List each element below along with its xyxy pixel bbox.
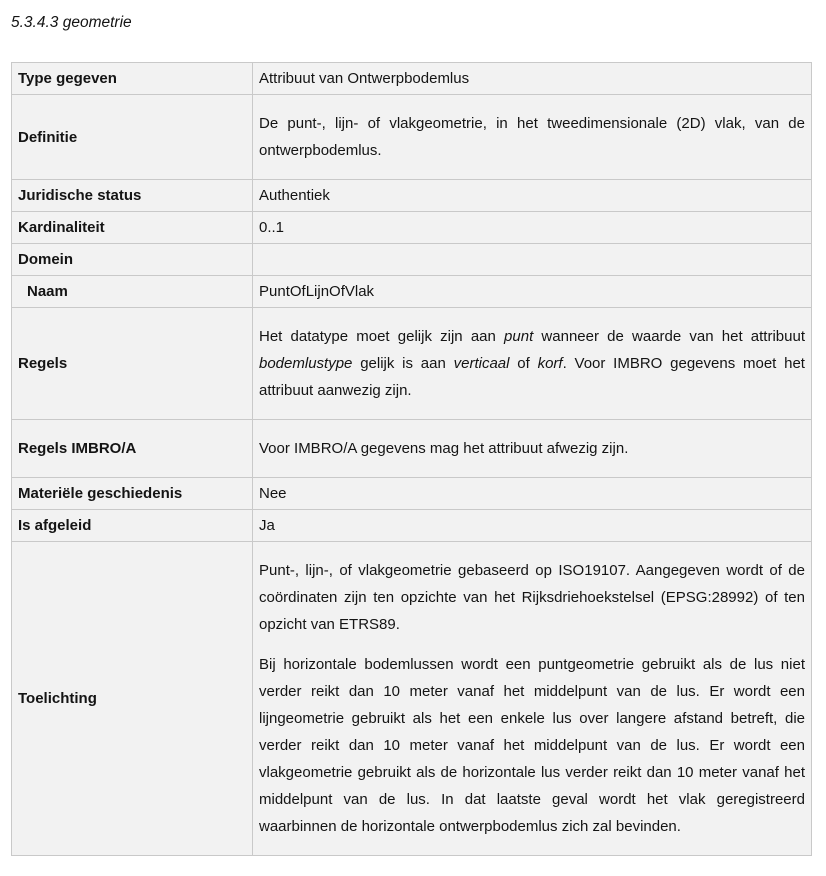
type-gegeven-value: Attribuut van Ontwerpbodemlus	[253, 63, 812, 95]
juridische-status-label: Juridische status	[12, 180, 253, 212]
materiele-geschiedenis-value: Nee	[253, 478, 812, 510]
juridische-status-value: Authentiek	[253, 180, 812, 212]
naam-value: PuntOfLijnOfVlak	[253, 276, 812, 308]
regels-value	[253, 308, 812, 420]
row-is-afgeleid	[12, 510, 812, 542]
row-domein	[12, 244, 812, 276]
row-materiele-geschiedenis	[12, 478, 812, 510]
is-afgeleid-value: Ja	[253, 510, 812, 542]
regels-imbro-a-value	[253, 420, 812, 478]
toelichting-value	[253, 542, 812, 856]
kardinaliteit-label: Kardinaliteit	[12, 212, 253, 244]
toelichting-label: Toelichting	[12, 542, 253, 856]
toelichting-paragraph-1: Punt-, lijn-, of vlakgeometrie gebaseerd op ISO19107. Aangegeven wordt of de coördinaten zijn ten opzichte van het Rijksdriehoekstelsel (EPSG:28992) of ten opzicht van ETRS89.	[259, 562, 805, 633]
row-definitie	[12, 95, 812, 180]
regels-imbro-a-label: Regels IMBRO/A	[12, 420, 253, 478]
row-type-gegeven	[12, 63, 812, 95]
is-afgeleid-label: Is afgeleid	[12, 510, 253, 542]
definitie-paragraph: De punt-, lijn- of vlakgeometrie, in het tweedimensionale (2D) vlak, van de ontwerpbodemlus.	[259, 115, 805, 159]
row-regels	[12, 308, 812, 420]
regels-paragraph: Het datatype moet gelijk zijn aan punt wanneer de waarde van het attribuut bodemlustype gelijk is aan verticaal of korf. Voor IMBRO gegevens moet het attribuut aanwezig zijn.	[259, 328, 805, 399]
row-kardinaliteit	[12, 212, 812, 244]
row-toelichting	[12, 542, 812, 856]
type-gegeven-label: Type gegeven	[12, 63, 253, 95]
row-juridische-status	[12, 180, 812, 212]
regels-imbro-a-paragraph: Voor IMBRO/A gegevens mag het attribuut afwezig zijn.	[259, 440, 629, 457]
attribute-definition-table	[11, 62, 812, 856]
naam-label: Naam	[12, 276, 253, 308]
definitie-value	[253, 95, 812, 180]
regels-label: Regels	[12, 308, 253, 420]
kardinaliteit-value: 0..1	[253, 212, 812, 244]
domein-label: Domein	[12, 244, 253, 276]
section-heading: 5.3.4.3 geometrie	[11, 14, 132, 31]
row-regels-imbro-a	[12, 420, 812, 478]
definitie-label: Definitie	[12, 95, 253, 180]
materiele-geschiedenis-label: Materiële geschiedenis	[12, 478, 253, 510]
row-naam	[12, 276, 812, 308]
toelichting-paragraph-2: Bij horizontale bodemlussen wordt een puntgeometrie gebruikt als de lus niet verder reikt dan 10 meter vanaf het middelpunt van de lus. Er wordt een lijngeometrie gebruikt als het een enkele lus over langere afstand betreft, die verder reikt dan 10 meter vanaf het middelpunt van de lus. Er wordt een vlakgeometrie gebruikt als de horizontale lus verder reikt dan 10 meter vanaf het middelpunt van de lus. In dat laatste geval wordt het vlak geregistreerd waarbinnen de horizontale ontwerpbodemlus zich zal bevinden.	[259, 656, 805, 835]
domein-value	[253, 244, 812, 276]
